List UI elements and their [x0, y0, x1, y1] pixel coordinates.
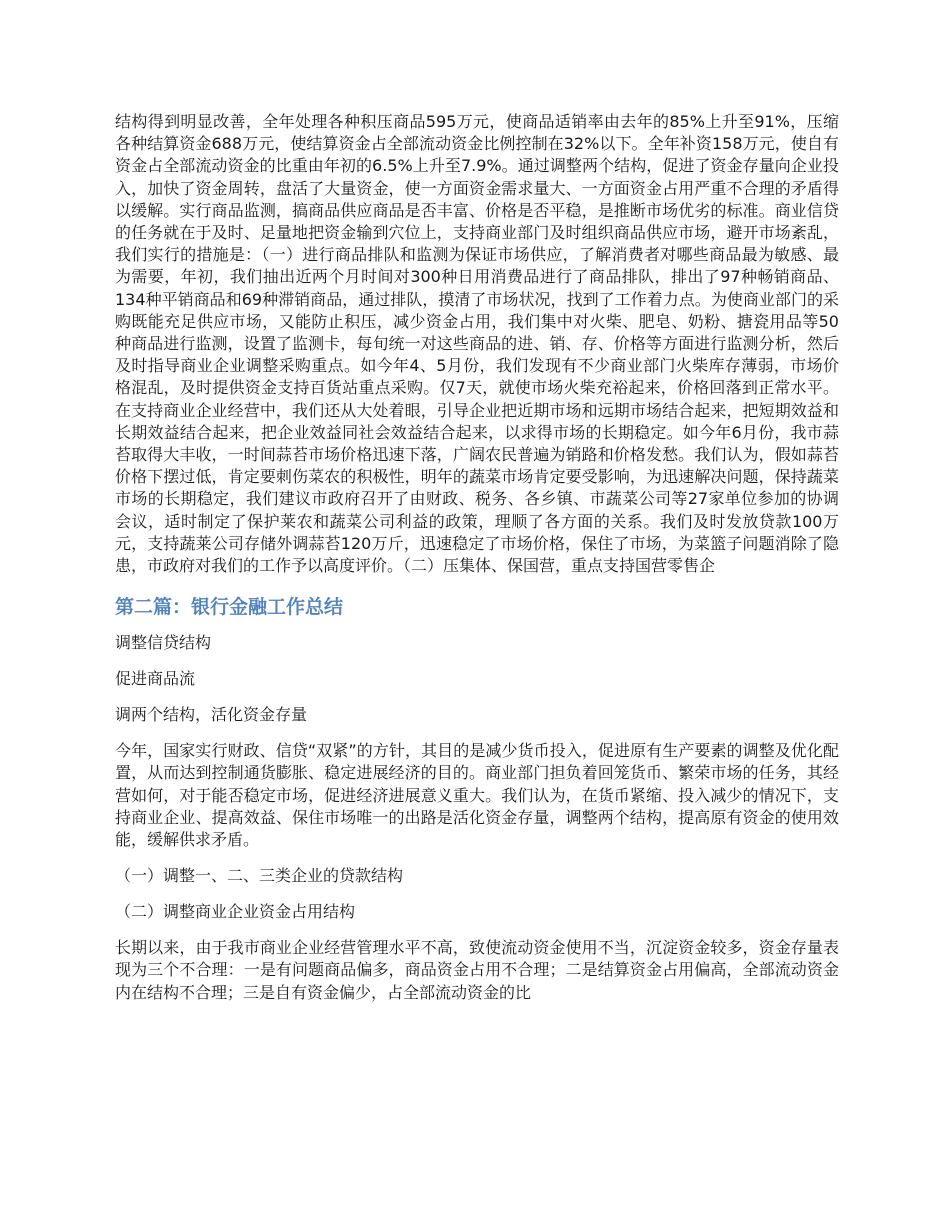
section-heading: 第二篇：银行金融工作总结: [115, 596, 344, 619]
body-paragraph-3: 长期以来，由于我市商业企业经营管理水平不高，致使流动资金使用不当，沉淀资金较多，资金存量表现为三个不合理：一是有问题商品偏多，商品资金占用不合理；二是结算资金占用偏高，全部流动资金内在结构不合理；三是自有资金偏少，占全部流动资金的比: [115, 938, 839, 1002]
body-paragraph-2: 今年，国家实行财政、信贷“双紧”的方针，其目的是减少货币投入，促进原有生产要素的调整及优化配置，从而达到控制通货膨胀、稳定进展经济的目的。商业部门担负着回笼货币、繁荣市场的任务，其经营如何，对于能否稳定市场，促进经济进展意义重大。我们认为，在货币紧缩、投入减少的情况下，支持商业企业、提高效益、保住市场唯一的出路是活化资金存量，调整两个结构，提高原有资金的使用效能，缓解供求矛盾。: [115, 741, 839, 850]
intro-paragraph: 结构得到明显改善，全年处理各种积压商品595万元，使商品适销率由去年的85%上升至91%，压缩各种结算资金688万元，使结算资金占全部流动资金比例控制在32%以下。全年补资158万元，使自有资金占全部流动资金的比重由年初的6.5%上升至7.9%。通过调整两个结构，促进了资金存量向企业投入，加快了资金周转，盘活了大量资金，使一方面资金需求量大、一方面资金占用严重不合理的矛盾得以缓解。实行商品监测，搞商品供应商品是否丰富、价格是否平稳，是推断市场优劣的标准。商业信贷的任务就在于及时、足量地把资金输到穴位上，支持商业部门及时组织商品供应市场，避开市场紊乱，我们实行的措施是：（一）进行商品排队和监测为保证市场供应，了解消费者对哪些商品最为敏感、最为需要，年初，我们抽出近两个月时间对300种日用消费品进行了商品排队，排出了97种畅销商品、134种平销商品和69种滞销商品，通过排队，摸清了市场状况，找到了工作着力点。为使商业部门的采购既能充足供应市场，又能防止积压，减少资金占用，我们集中对火柴、肥皂、奶粉、搪瓷用品等50种商品进行监测，设置了监测卡，每旬统一对这些商品的进、销、存、价格等方面进行监测分析，然后及时指导商业企业调整采购重点。如今年4、5月份，我们发现有不少商业部门火柴库存薄弱，市场价格混乱，及时提供资金支持百货站重点采购。仅7天，就使市场火柴充裕起来，价格回落到正常水平。在支持商业企业经营中，我们还从大处着眼，引导企业把近期市场和远期市场结合起来，把短期效益和长期效益结合起来，把企业效益同社会效益结合起来，以求得市场的长期稳定。如今年6月份，我市蒜苔取得大丰收，一时间蒜苔市场价格迅速下落，广阔农民普遍为销路和价格发愁。我们认为，假如蒜苔价格下摆过低，肯定要刺伤菜农的积极性，明年的蔬菜市场肯定要受影响，为迅速解决问题，保持蔬菜市场的长期稳定，我们建议市政府召开了由财政、税务、各乡镇、市蔬菜公司等27家单位参加的协调会议，适时制定了保护莱农和蔬菜公司利益的政策，理顺了各方面的关系。我们及时发放贷款100万元，支持蔬莱公司存储外调蒜苔120万斤，迅速稳定了市场价格，保住了市场，为菜篮子问题消除了隐患，市政府对我们的工作予以高度评价。（二）压集体、保国营，重点支持国营零售企: [115, 112, 839, 576]
subtitle-line-1: 调整信贷结构: [115, 633, 212, 653]
list-item-2: （二）调整商业企业资金占用结构: [115, 902, 356, 922]
document-body: [115, 111, 839, 1004]
subtitle-line-2: 促进商品流: [115, 669, 196, 689]
list-item-1: （一）调整一、二、三类企业的贷款结构: [115, 866, 404, 886]
subtitle-line-3: 调两个结构，活化资金存量: [115, 705, 308, 725]
